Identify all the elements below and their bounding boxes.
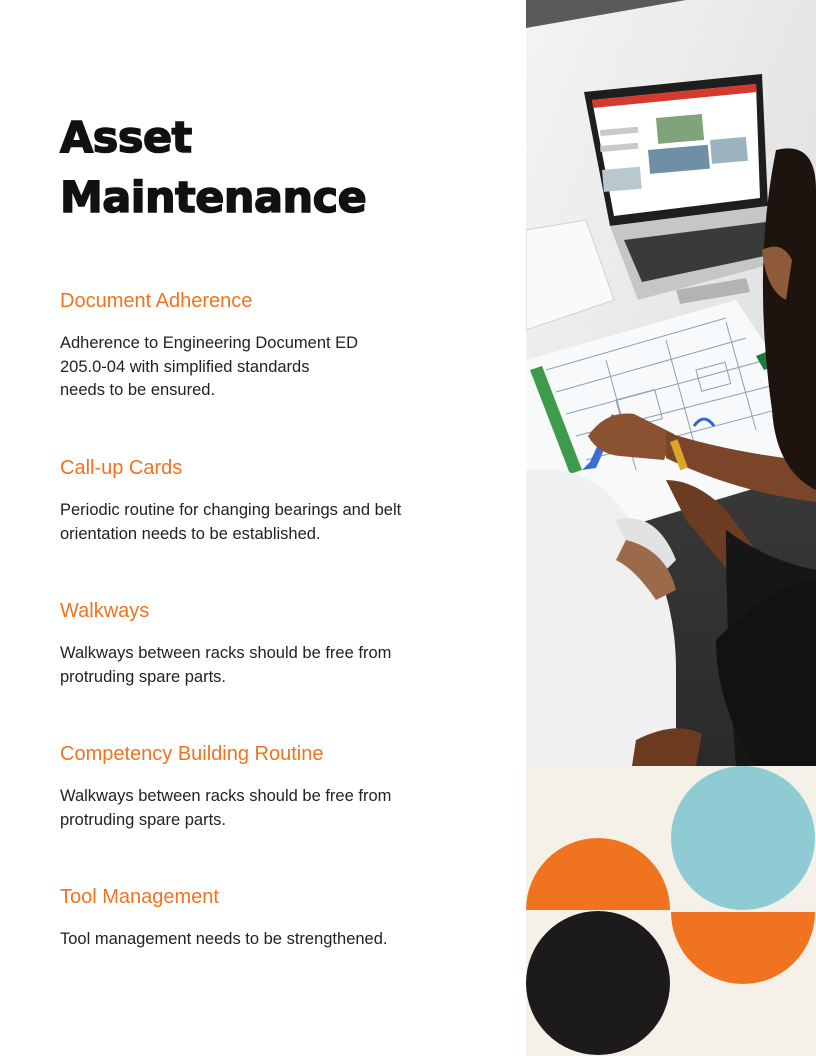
- section-tool-management: [60, 884, 460, 952]
- section-body: Adherence to Engineering Document ED 205.0-04 with simplified standards needs to be ensured.: [60, 334, 359, 399]
- section-heading: Document Adherence: [60, 290, 253, 312]
- section-body: Tool management needs to be strengthened.: [60, 930, 388, 948]
- section-heading: Call-up Cards: [60, 457, 183, 479]
- section-walkways: [60, 598, 460, 689]
- title-line-2: Maintenance: [60, 173, 367, 223]
- page-title: [60, 108, 366, 228]
- geometric-shapes-decoration: [526, 766, 816, 1056]
- teal-circle: [671, 766, 815, 910]
- section-heading: Competency Building Routine: [60, 743, 324, 765]
- title-line-1: Asset: [60, 113, 192, 163]
- section-call-up-cards: [60, 455, 460, 546]
- section-heading: Tool Management: [60, 886, 219, 908]
- section-heading: Walkways: [60, 600, 150, 622]
- engineering-review-photo: [526, 0, 816, 766]
- section-body: Periodic routine for changing bearings and belt orientation needs to be established.: [60, 501, 402, 543]
- section-competency-building: [60, 741, 460, 832]
- section-document-adherence: [60, 288, 460, 403]
- section-body: Walkways between racks should be free from protruding spare parts.: [60, 787, 392, 829]
- section-body: Walkways between racks should be free from protruding spare parts.: [60, 644, 392, 686]
- black-circle: [526, 911, 670, 1055]
